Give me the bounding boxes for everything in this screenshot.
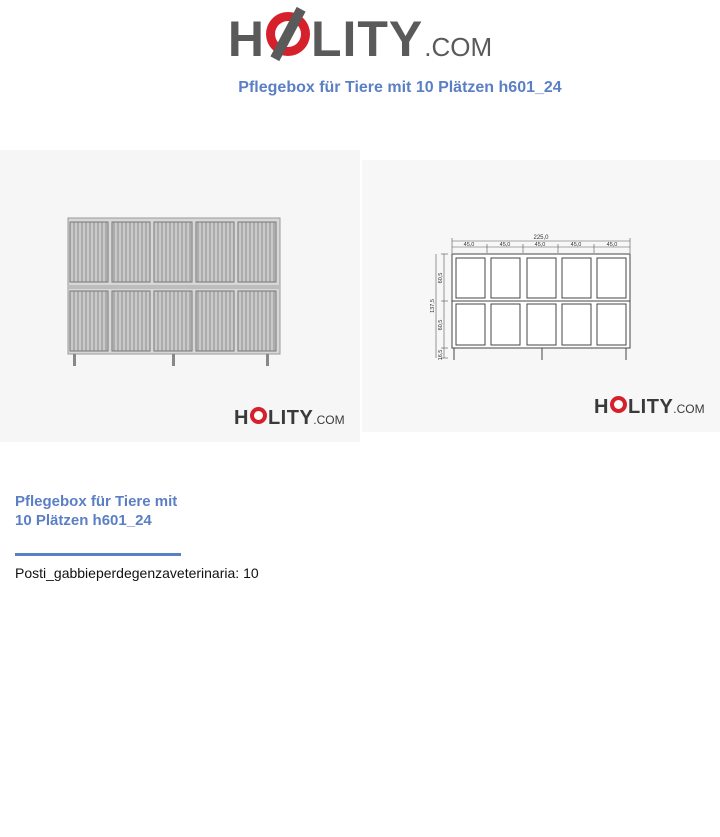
- cage-illustration: [0, 150, 360, 442]
- logo-suffix: .COM: [424, 32, 493, 62]
- product-title: Pflegebox für Tiere mit 10 Plätzen h601_24: [15, 493, 178, 529]
- dim-total-width: 225,0: [533, 235, 549, 241]
- dim-row-upper: 60,5: [438, 272, 444, 284]
- product-photo: [0, 150, 360, 442]
- photo-watermark: H LITY .COM: [234, 407, 345, 429]
- watermark-o-icon: [610, 396, 627, 413]
- dim-row-lower: 60,5: [438, 319, 444, 331]
- dimension-drawing: [362, 160, 720, 432]
- logo-o-icon: [266, 12, 310, 56]
- dim-module-5: 45,0: [606, 242, 618, 248]
- dim-module-3: 45,0: [534, 242, 546, 248]
- spec-label: Posti_gabbieperdegenzaveterinaria: [15, 565, 236, 581]
- drawing-watermark: H LITY .COM: [594, 396, 705, 418]
- spec-row: Posti_gabbieperdegenzaveterinaria: 10: [15, 565, 259, 581]
- dim-total-height: 137,5: [430, 299, 436, 313]
- site-logo[interactable]: [0, 11, 720, 67]
- title-underline: [15, 553, 181, 556]
- technical-drawing: [362, 160, 720, 432]
- logo-letter-h: H: [227, 11, 265, 67]
- dim-leg-height: 16,5: [438, 349, 444, 361]
- page-title: Pflegebox für Tiere mit 10 Plätzen h601_24: [238, 79, 562, 96]
- dim-module-1: 45,0: [463, 242, 475, 248]
- spec-value: 10: [243, 565, 259, 581]
- logo-word: LITY: [310, 11, 424, 67]
- dim-module-2: 45,0: [499, 242, 511, 248]
- watermark-o-icon: [250, 407, 267, 424]
- dim-module-4: 45,0: [570, 242, 582, 248]
